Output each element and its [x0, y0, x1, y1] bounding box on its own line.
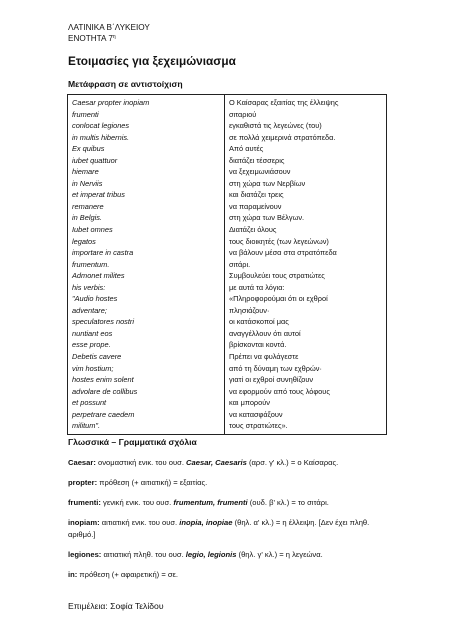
- latin-line: Ex quibus: [72, 144, 105, 154]
- latin-line: esse prope.: [72, 340, 111, 350]
- document-header: [68, 22, 150, 44]
- page-footer: Επιμέλεια: Σοφία Τελίδου: [68, 601, 164, 611]
- greek-line: εγκαθιστά τις λεγεώνες (του): [229, 121, 322, 131]
- greek-line: Πρέπει να φυλάγεστε: [229, 352, 299, 362]
- greek-line: Ο Καίσαρας εξαιτίας της έλλειψης: [229, 98, 339, 107]
- latin-line: in multis hibernis.: [72, 132, 130, 142]
- latin-line: hostes enim solent: [72, 375, 134, 385]
- latin-line: frumenti: [72, 109, 99, 119]
- note-inopiam: [68, 517, 398, 541]
- notes-title: Γλωσσικά – Γραμματικά σχόλια: [68, 437, 197, 447]
- latin-line: et possunt: [72, 398, 107, 408]
- note-lemma: frumentum, frumenti: [173, 498, 248, 507]
- greek-line: και διατάζει τρεις: [229, 190, 284, 200]
- greek-line: να εφορμούν από τους λόφους: [229, 386, 330, 396]
- latin-line: et imperat tribus: [72, 190, 125, 200]
- latin-line: remanere: [72, 201, 104, 211]
- greek-line: από τη δύναμη των εχθρών·: [229, 363, 322, 373]
- greek-column: [225, 95, 387, 435]
- latin-line: legatos: [72, 236, 96, 246]
- latin-line: frumentum.: [72, 259, 110, 269]
- note-text: αιτιατική ενικ. του ουσ.: [99, 518, 180, 527]
- latin-line: militum".: [72, 421, 101, 431]
- greek-line: Συμβουλεύει τους στρατιώτες: [229, 271, 325, 281]
- latin-line: in Belgis.: [72, 213, 102, 223]
- latin-line: nuntiant eos: [72, 328, 113, 338]
- unit-label: ΕΝΟΤΗΤΑ 7: [68, 34, 113, 43]
- greek-line: Από αυτές: [229, 144, 264, 154]
- note-text: πρόθεση (+ αφαιρετική) = σε.: [77, 570, 179, 579]
- greek-line: στη χώρα των Νερβίων: [229, 178, 306, 188]
- note-headword: legiones:: [68, 550, 102, 559]
- note-lemma: Caesar, Caesaris: [186, 458, 247, 467]
- note-legiones: [68, 549, 398, 561]
- greek-line: αναγγέλλουν ότι αυτοί: [229, 328, 301, 338]
- note-headword: propter:: [68, 478, 98, 487]
- greek-line: Διατάζει όλους: [229, 225, 277, 235]
- latin-line: Admonet milites: [72, 271, 125, 281]
- note-text: (ουδ. β' κλ.) = το σιτάρι.: [247, 498, 329, 507]
- greek-line: να βάλουν μέσα στα στρατόπεδα: [229, 248, 337, 258]
- note-text: αιτιατική πληθ. του ουσ.: [101, 550, 186, 559]
- note-text: (θηλ. α' κλ.) = η έλλειψη. [Δεν έχει πληθ. αριθμό.]: [68, 518, 370, 539]
- greek-line: με αυτά τα λόγια:: [229, 282, 285, 292]
- latin-line: Iubet omnes: [72, 225, 113, 235]
- note-text: πρόθεση (+ αιτιατική) = εξαιτίας.: [97, 478, 208, 487]
- latin-line: iubet quattuor: [72, 155, 118, 165]
- subject-line: ΛΑΤΙΝΙΚΑ Β΄ΛΥΚΕΙΟΥ: [68, 23, 150, 32]
- latin-column: [68, 95, 225, 435]
- greek-line: σε πολλά χειμερινά στρατόπεδα.: [229, 132, 336, 142]
- grammar-notes: [68, 437, 398, 589]
- note-headword: frumenti:: [68, 498, 101, 507]
- latin-line: adventare;: [72, 305, 107, 315]
- greek-line: σιταριού: [229, 109, 257, 119]
- greek-line: να κατασφάξουν: [229, 409, 283, 419]
- note-frumenti: [68, 497, 398, 509]
- greek-line: τους στρατιώτες».: [229, 421, 288, 431]
- latin-line: speculatores nostri: [72, 317, 135, 327]
- greek-line: τους διοικητές (των λεγεώνων): [229, 236, 329, 246]
- greek-line: να ξεχειμωνιάσουν: [229, 167, 291, 177]
- note-headword: in:: [68, 570, 78, 579]
- note-headword: Caesar:: [68, 458, 96, 467]
- latin-line: perpetrare caedem: [72, 409, 135, 419]
- greek-line: πλησιάζουν·: [229, 305, 270, 315]
- latin-line: in Nerviis: [72, 178, 103, 188]
- note-lemma: legio, legionis: [185, 550, 237, 559]
- translation-row: [68, 95, 387, 435]
- latin-line: "Audio hostes: [72, 294, 118, 304]
- unit-ordinal: η: [112, 34, 116, 40]
- translation-table: [67, 94, 387, 435]
- note-text: ονομαστική ενικ. του ουσ.: [95, 458, 187, 467]
- note-text: γενική ενικ. του ουσ.: [100, 498, 174, 507]
- latin-line: his verbis:: [72, 282, 106, 292]
- note-lemma: inopia, inopiae: [179, 518, 233, 527]
- greek-line: στη χώρα των Βέλγων.: [229, 213, 305, 223]
- note-text: (αρσ. γ' κλ.) = ο Καίσαρας.: [246, 458, 339, 467]
- greek-line: σιτάρι.: [229, 259, 251, 269]
- note-text: (θηλ. γ' κλ.) = η λεγεώνα.: [236, 550, 323, 559]
- greek-line: «Πληροφορούμαι ότι οι εχθροί: [229, 294, 328, 304]
- greek-line: να παραμείνουν: [229, 201, 282, 211]
- greek-line: βρίσκονται κοντά.: [229, 340, 287, 350]
- page-title: Ετοιμασίες για ξεχειμώνιασμα: [68, 54, 236, 68]
- note-headword: inopiam:: [68, 518, 100, 527]
- note-propter: [68, 477, 398, 489]
- unit-line: [68, 33, 150, 44]
- latin-line: conlocat legiones: [72, 121, 130, 131]
- latin-line: advolare de collibus: [72, 386, 138, 396]
- greek-line: οι κατάσκοποί μας: [229, 317, 289, 327]
- greek-line: και μπορούν: [229, 398, 270, 408]
- latin-line: vim hostium;: [72, 363, 114, 373]
- section-subtitle: Μετάφραση σε αντιστοίχιση: [68, 79, 183, 89]
- latin-line: importare in castra: [72, 248, 134, 258]
- note-caesar: [68, 457, 398, 469]
- latin-line: Caesar propter inopiam: [72, 98, 150, 107]
- latin-line: Debetis cavere: [72, 352, 122, 362]
- greek-line: γιατί οι εχθροί συνηθίζουν: [229, 375, 314, 385]
- greek-line: διατάζει τέσσερις: [229, 155, 285, 165]
- latin-line: hiemare: [72, 167, 99, 177]
- note-in: [68, 569, 398, 581]
